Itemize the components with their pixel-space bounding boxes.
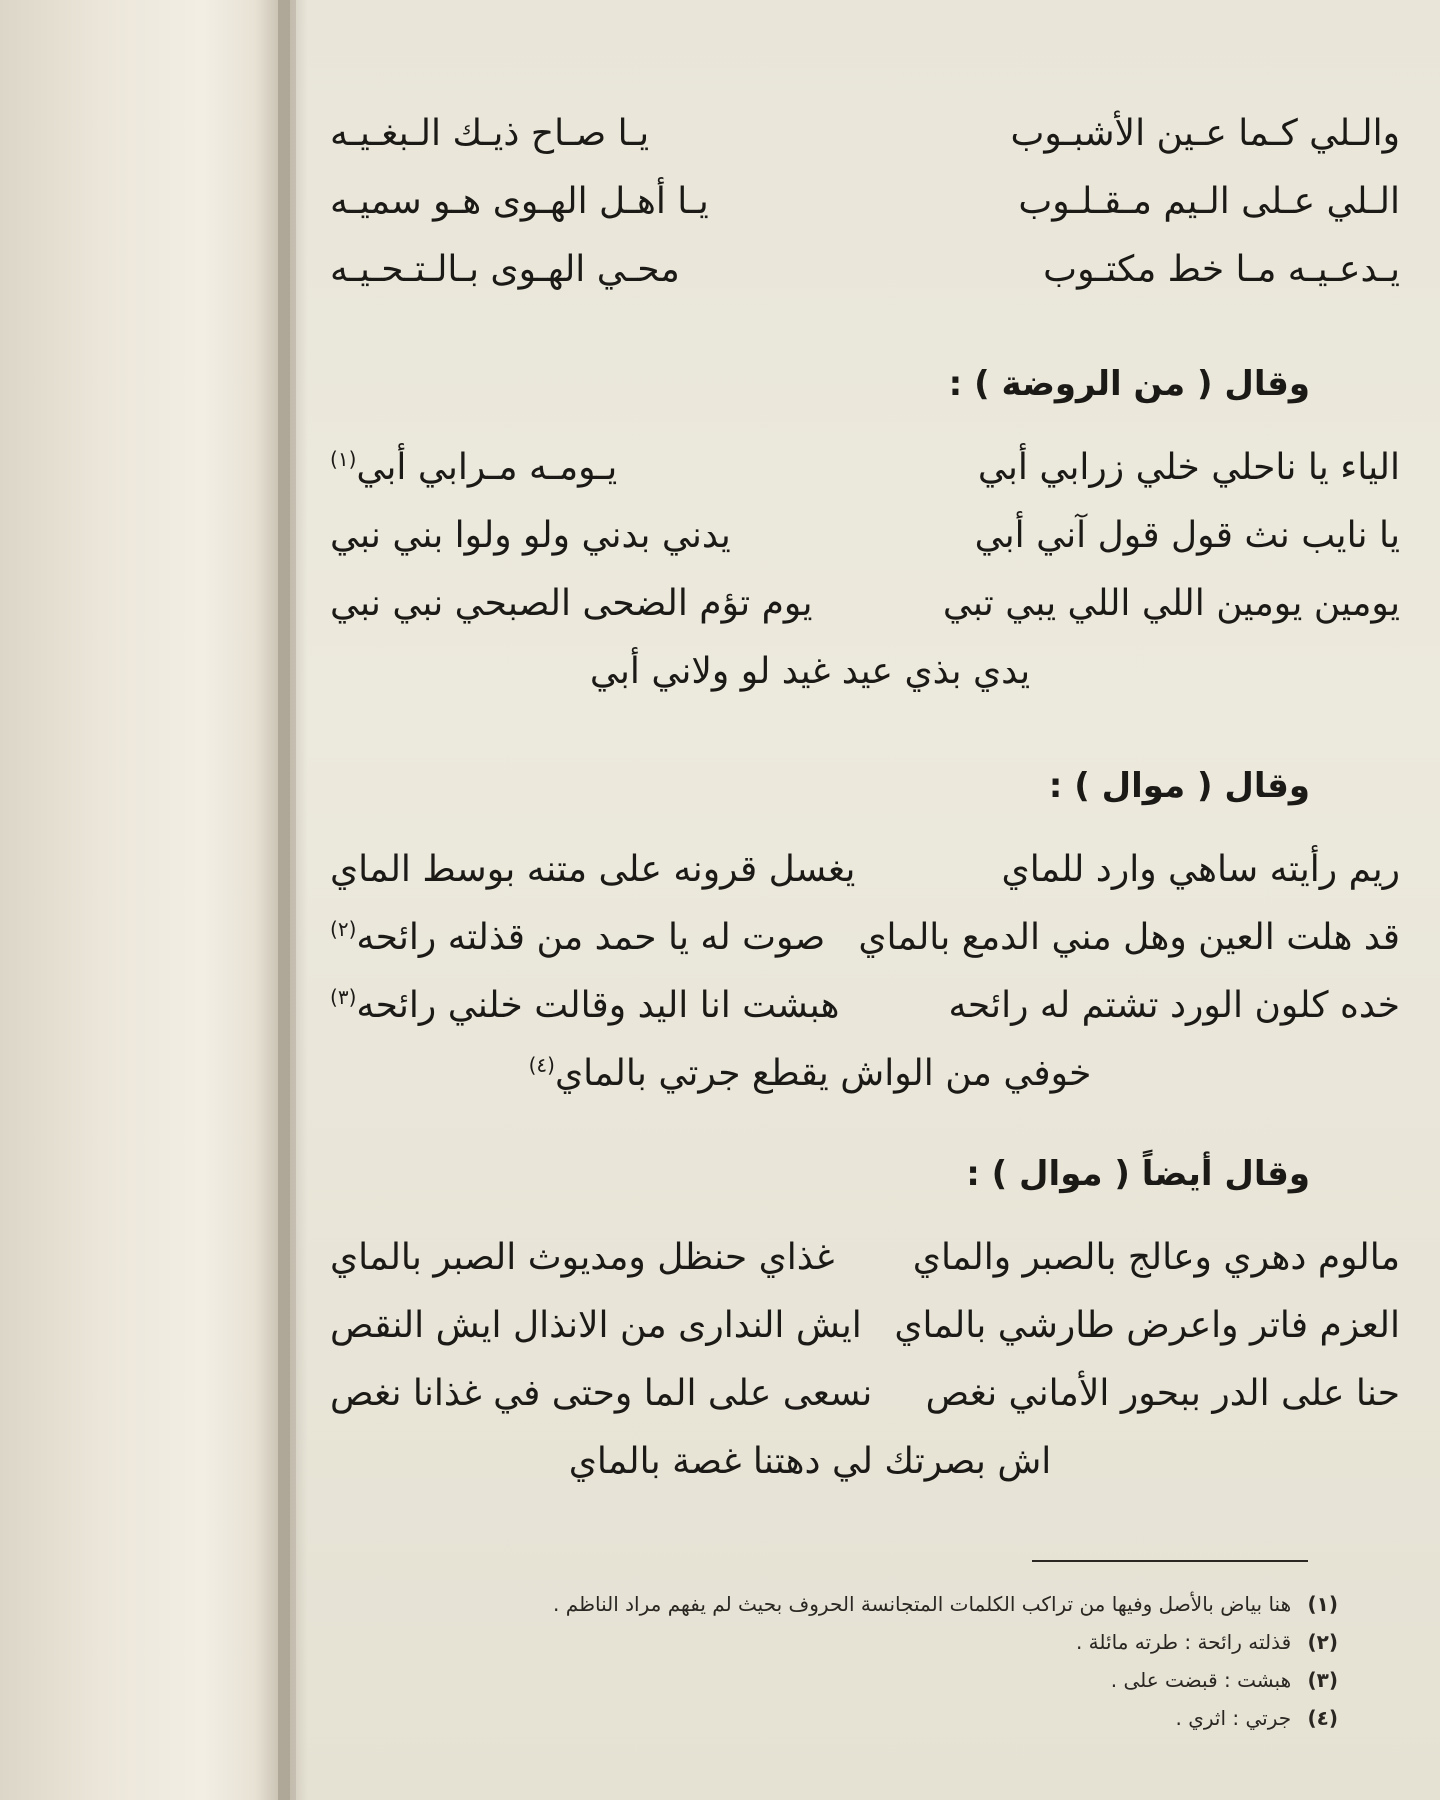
footnote-number: (٣) <box>1307 1668 1338 1692</box>
footnote-number: (٢) <box>1307 1630 1338 1654</box>
hemistich-second: يـا صـاح ذيـك الـبغـيـه <box>330 113 650 154</box>
poem-mawwal-2 <box>300 1144 1400 1496</box>
footnote <box>288 1585 1338 1623</box>
footnote-marker: (٣) <box>330 985 357 1009</box>
verse-line <box>300 434 1400 502</box>
footnote-marker: (١) <box>330 447 357 471</box>
left-page-edge <box>0 0 290 1800</box>
footnote-text: قذلته رائحة : طرته مائلة . <box>1075 1630 1292 1654</box>
poem-heading: وقال ( موال ) : <box>1048 766 1310 806</box>
hemistich-second <box>330 434 617 502</box>
verse-line <box>300 1360 1400 1428</box>
poem-heading: وقال ( من الروضة ) : <box>948 364 1310 404</box>
footnote-marker: (٤) <box>528 1053 555 1077</box>
hemistich-text: صوت له يا حمد من قذلته رائحه <box>356 917 826 958</box>
poem-rawda <box>300 354 1400 706</box>
footnote <box>288 1623 1338 1661</box>
hemistich-first: حنا على الدر ببحور الأماني نغص <box>925 1373 1400 1414</box>
hemistich-first: قد هلت العين وهل مني الدمع بالماي <box>858 917 1400 958</box>
verse-line <box>300 570 1400 638</box>
footnote-marker: (٢) <box>330 917 357 941</box>
verse-closing-line <box>300 638 1400 706</box>
footnote <box>288 1661 1338 1699</box>
hemistich-second: يـا أهـل الهـوى هـو سميـه <box>330 181 709 222</box>
footnote-text: جرتي : اثري . <box>1175 1706 1292 1730</box>
footnotes <box>288 1585 1338 1737</box>
verse-line <box>300 972 1400 1040</box>
footnote-number: (٤) <box>1307 1706 1338 1730</box>
hemistich-first: الـلي عـلى الـيم مـقـلـوب <box>1018 181 1400 222</box>
hemistich-second: يوم تؤم الضحى الصبحي نبي نبي <box>330 583 813 624</box>
verse-closing-line <box>300 1040 1400 1108</box>
hemistich-first: ريم رأيته ساهي وارد للماي <box>1001 849 1400 890</box>
verse-line <box>300 100 1400 168</box>
poem-continuation <box>300 100 1400 304</box>
hemistich-second: يغسل قرونه على متنه بوسط الماي <box>330 849 856 890</box>
footnote-text: هنا بياض بالأصل وفيها من تراكب الكلمات المتجانسة الحروف بحيث لم يفهم مراد الناظم . <box>553 1592 1292 1616</box>
hemistich-first: يا نايب نث قول قول آني أبي <box>974 515 1400 556</box>
closing-hemistich: اش بصرتك لي دهتنا غصة بالماي <box>568 1441 1052 1482</box>
footnote-separator <box>1032 1560 1308 1562</box>
hemistich-first: العزم فاتر واعرض طارشي بالماي <box>894 1305 1400 1346</box>
hemistich-first: مالوم دهري وعالج بالصبر والماي <box>912 1237 1400 1278</box>
verse-line <box>300 168 1400 236</box>
hemistich-second: ايش الندارى من الانذال ايش النقص <box>330 1305 862 1346</box>
hemistich-second: يدني بدني ولو ولوا بني نبي <box>330 515 731 556</box>
verse-closing-line <box>300 1428 1400 1496</box>
verse-line <box>300 1292 1400 1360</box>
verse-line <box>300 836 1400 904</box>
closing-text: خوفي من الواش يقطع جرتي بالماي <box>554 1053 1092 1094</box>
hemistich-first: الياء يا ناحلي خلي زرابي أبي <box>977 447 1400 488</box>
footnote-number: (١) <box>1307 1592 1338 1616</box>
page-body <box>300 100 1400 1496</box>
verse-line <box>300 1224 1400 1292</box>
verse-line <box>300 236 1400 304</box>
hemistich-first: يومين يومين اللي اللي يبي تبي <box>942 583 1400 624</box>
footnote-text: هبشت : قبضت على . <box>1110 1668 1292 1692</box>
footnote <box>288 1699 1338 1737</box>
hemistich-text: يـومـه مـرابي أبي <box>356 447 618 488</box>
hemistich-second: غذاي حنظل ومديوث الصبر بالماي <box>330 1237 835 1278</box>
hemistich-text: هبشت انا اليد وقالت خلني رائحه <box>356 985 840 1026</box>
verse-line <box>300 904 1400 972</box>
verse-line <box>300 502 1400 570</box>
hemistich-first: والـلي كـما عـين الأشبـوب <box>1010 113 1400 154</box>
hemistich-first: يـدعـيـه مـا خط مكتـوب <box>1043 249 1400 290</box>
hemistich-second <box>330 904 825 972</box>
hemistich-second: محـي الهـوى بـالـتـحـيـه <box>330 249 680 290</box>
poem-heading: وقال أيضاً ( موال ) : <box>966 1154 1310 1194</box>
poem-mawwal-1 <box>300 756 1400 1108</box>
hemistich-second <box>330 972 840 1040</box>
hemistich-second: نسعى على الما وحتى في غذانا نغص <box>330 1373 873 1414</box>
closing-hemistich: يدي بذي عيد غيد لو ولاني أبي <box>589 651 1031 692</box>
closing-hemistich <box>529 1040 1092 1108</box>
hemistich-first: خده كلون الورد تشتم له رائحه <box>948 985 1400 1026</box>
